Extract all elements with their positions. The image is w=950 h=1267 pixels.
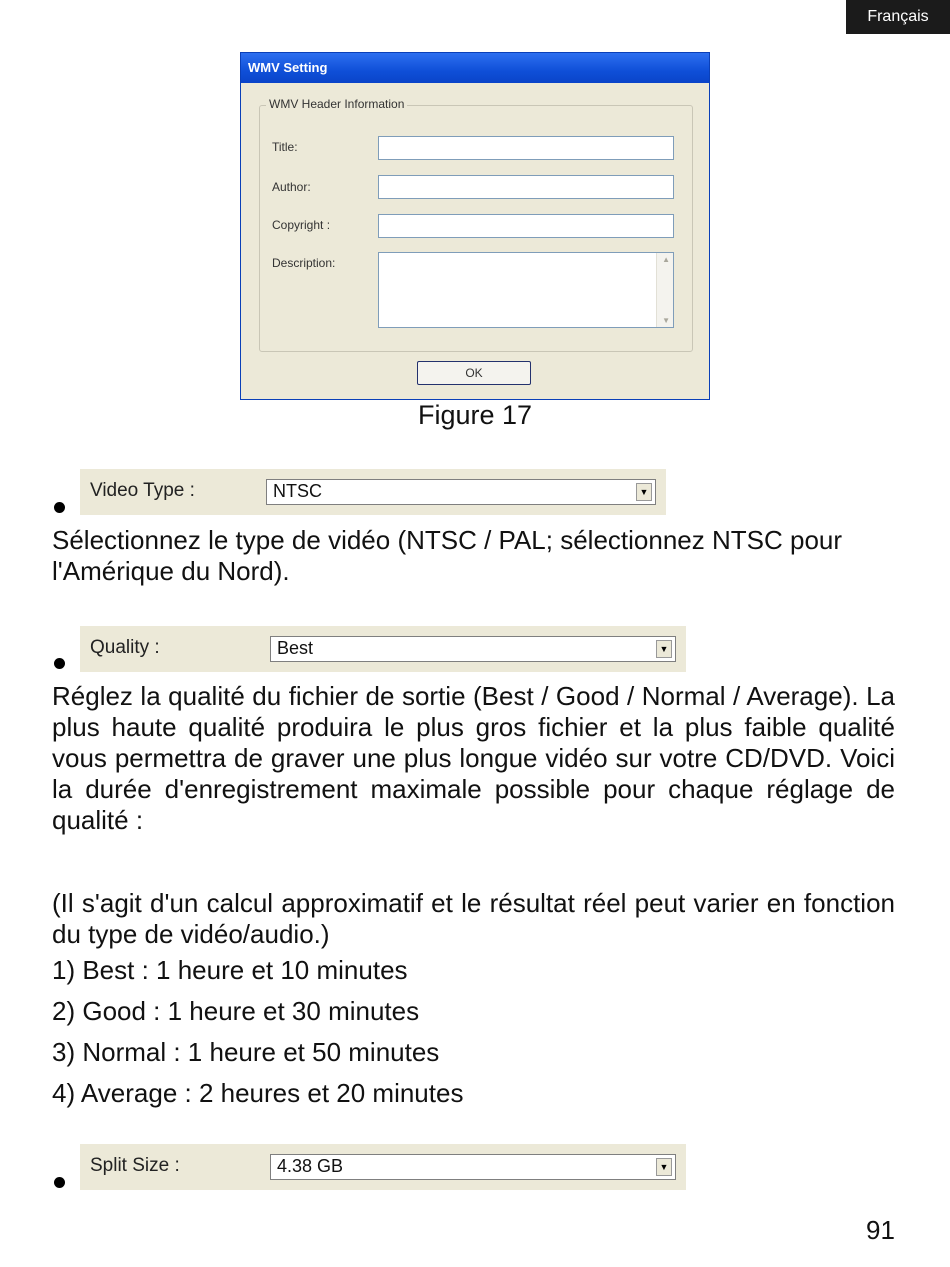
quality-description: Réglez la qualité du fichier de sortie (Best / Good / Normal / Average). La plus haute qualité produira le plus gros fichier et la plus faible qualité vous permettra de graver une plus longue vidéo sur votre CD/DVD. Voici la durée d'enregistrement maximale possible pour chaque réglage de qualité : — [52, 681, 895, 835]
page-number: 91 — [866, 1215, 895, 1245]
title-input[interactable] — [378, 136, 674, 160]
scroll-up-icon[interactable]: ▲ — [662, 255, 670, 264]
chevron-down-icon[interactable]: ▼ — [656, 640, 672, 658]
bullet-icon — [54, 658, 65, 669]
list-item: 2) Good : 1 heure et 30 minutes — [52, 996, 420, 1026]
description-textarea[interactable] — [378, 252, 674, 328]
group-title: WMV Header Information — [266, 97, 407, 111]
video-type-value: NTSC — [273, 481, 322, 501]
split-size-setting — [80, 1144, 686, 1190]
video-type-setting — [80, 469, 666, 515]
split-size-label: Split Size : — [90, 1155, 180, 1176]
chevron-down-icon[interactable]: ▼ — [656, 1158, 672, 1176]
list-item: 1) Best : 1 heure et 10 minutes — [52, 955, 408, 985]
title-label: Title: — [272, 140, 298, 154]
description-label: Description: — [272, 256, 336, 270]
approximation-note: (Il s'agit d'un calcul approximatif et le résultat réel peut varier en fonction du type de vidéo/audio.) — [52, 888, 895, 949]
chevron-down-icon[interactable]: ▼ — [636, 483, 652, 501]
split-size-select[interactable] — [270, 1154, 676, 1180]
list-item: 4) Average : 2 heures et 20 minutes — [52, 1078, 464, 1108]
description-scrollbar[interactable] — [656, 253, 673, 327]
ok-button[interactable]: OK — [417, 361, 531, 385]
video-type-description: Sélectionnez le type de vidéo (NTSC / PAL; sélectionnez NTSC pour l'Amérique du Nord). — [52, 525, 843, 586]
figure-caption: Figure 17 — [417, 400, 533, 430]
author-input[interactable] — [378, 175, 674, 199]
dialog-title: WMV Setting — [241, 53, 709, 83]
video-type-select[interactable] — [266, 479, 656, 505]
wmv-header-group — [259, 97, 693, 352]
copyright-label: Copyright : — [272, 218, 331, 232]
video-type-label: Video Type : — [90, 480, 195, 501]
quality-label: Quality : — [90, 637, 160, 658]
bullet-icon — [54, 1177, 65, 1188]
quality-value: Best — [277, 638, 314, 658]
author-label: Author: — [272, 180, 311, 194]
copyright-input[interactable] — [378, 214, 674, 238]
split-size-value: 4.38 GB — [277, 1156, 344, 1176]
bullet-icon — [54, 502, 65, 513]
scroll-down-icon[interactable]: ▼ — [662, 316, 670, 325]
quality-select[interactable] — [270, 636, 676, 662]
language-tab: Français — [846, 0, 950, 34]
list-item: 3) Normal : 1 heure et 50 minutes — [52, 1037, 440, 1067]
wmv-setting-dialog — [240, 52, 710, 400]
quality-setting — [80, 626, 686, 672]
